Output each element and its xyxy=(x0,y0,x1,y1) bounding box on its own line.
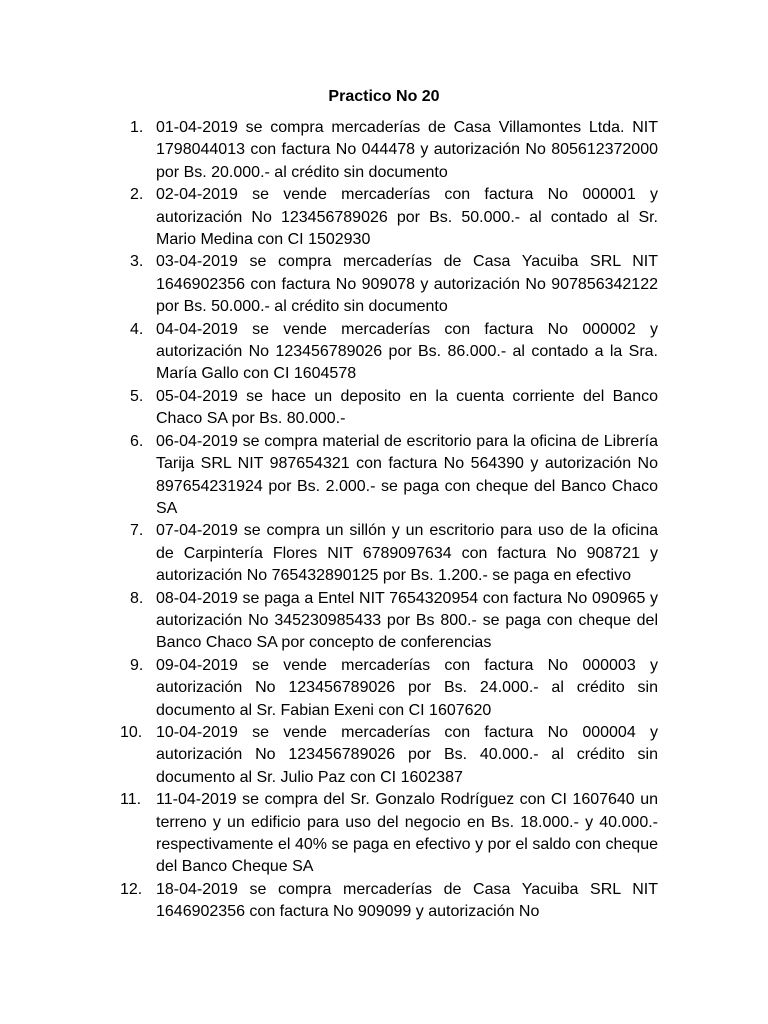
item-text: 04-04-2019 se vende mercaderías con factura No 000002 y autorización No 123456789026 por Bs. 86.000.- al contado a la Sra. María Gallo con CI 1604578 xyxy=(156,320,658,383)
list-item xyxy=(110,184,658,251)
item-text: 02-04-2019 se vende mercaderías con factura No 000001 y autorización No 123456789026 por Bs. 50.000.- al contado al Sr. Mario Medina con CI 1502930 xyxy=(156,186,658,249)
list-item xyxy=(110,789,658,879)
item-number: 5. xyxy=(130,387,144,405)
list-item xyxy=(110,879,658,924)
item-number: 1. xyxy=(130,119,144,136)
item-text: 09-04-2019 se vende mercaderías con factura No 000003 y autorización No 123456789026 por Bs. 24.000.- al crédito sin documento al Sr. Fabian Exeni con CI 1607620 xyxy=(156,656,658,719)
item-text: 08-04-2019 se paga a Entel NIT 7654320954 con factura No 090965 y autorización No 345230985433 por Bs 800.- se paga con cheque del Banco Chaco SA por concepto de conferencias xyxy=(156,589,658,652)
item-number: 9. xyxy=(130,656,144,674)
item-text: 03-04-2019 se compra mercaderías de Casa Yacuiba SRL NIT 1646902356 con factura No 909078 y autorización No 907856342122 por Bs. 50.000.- al crédito sin documento xyxy=(156,253,658,316)
list-item xyxy=(110,251,658,318)
item-number: 10. xyxy=(120,723,143,741)
item-text: 01-04-2019 se compra mercaderías de Casa Villamontes Ltda. NIT 1798044013 con factura No 044478 y autorización No 805612372000 por Bs. 20.000.- al crédito sin documento xyxy=(156,119,658,181)
item-text: 18-04-2019 se compra mercaderías de Casa Yacuiba SRL NIT 1646902356 con factura No 909099 y autorización No xyxy=(156,880,658,921)
list-item xyxy=(110,117,658,184)
item-text: 06-04-2019 se compra material de escritorio para la oficina de Librería Tarija SRL NIT 987654321 con factura No 564390 y autorización No 897654231924 por Bs. 2.000.- se paga con cheque del Banco Chaco SA xyxy=(156,432,658,517)
item-number: 3. xyxy=(130,253,144,271)
item-text: 05-04-2019 se hace un deposito en la cuenta corriente del Banco Chaco SA por Bs. 80.000.- xyxy=(156,387,658,428)
list-item xyxy=(110,520,658,587)
item-number: 11. xyxy=(120,791,142,809)
item-number: 7. xyxy=(130,522,144,540)
transaction-list xyxy=(110,117,658,924)
list-item xyxy=(110,431,658,521)
item-number: 4. xyxy=(130,320,144,338)
document-title: Practico No 20 xyxy=(328,88,440,105)
item-number: 12. xyxy=(120,880,143,898)
item-text: 07-04-2019 se compra un sillón y un escritorio para uso de la oficina de Carpintería Flores NIT 6789097634 con factura No 908721 y autorización No 765432890125 por Bs. 1.200.- se paga en efectivo xyxy=(156,522,658,585)
list-item xyxy=(110,655,658,722)
list-item xyxy=(110,386,658,431)
list-item xyxy=(110,319,658,386)
item-number: 2. xyxy=(130,186,144,204)
item-text: 11-04-2019 se compra del Sr. Gonzalo Rodríguez con CI 1607640 un terreno y un edificio para uso del negocio en Bs. 18.000.- y 40.000.- respectivamente el 40% se paga en efectivo y por el saldo con cheque del Banco Cheque SA xyxy=(156,791,658,876)
list-item xyxy=(110,588,658,655)
item-text: 10-04-2019 se vende mercaderías con factura No 000004 y autorización No 123456789026 por Bs. 40.000.- al crédito sin documento al Sr. Julio Paz con CI 1602387 xyxy=(156,723,658,786)
list-item xyxy=(110,722,658,789)
item-number: 6. xyxy=(130,432,144,450)
item-number: 8. xyxy=(130,589,144,607)
